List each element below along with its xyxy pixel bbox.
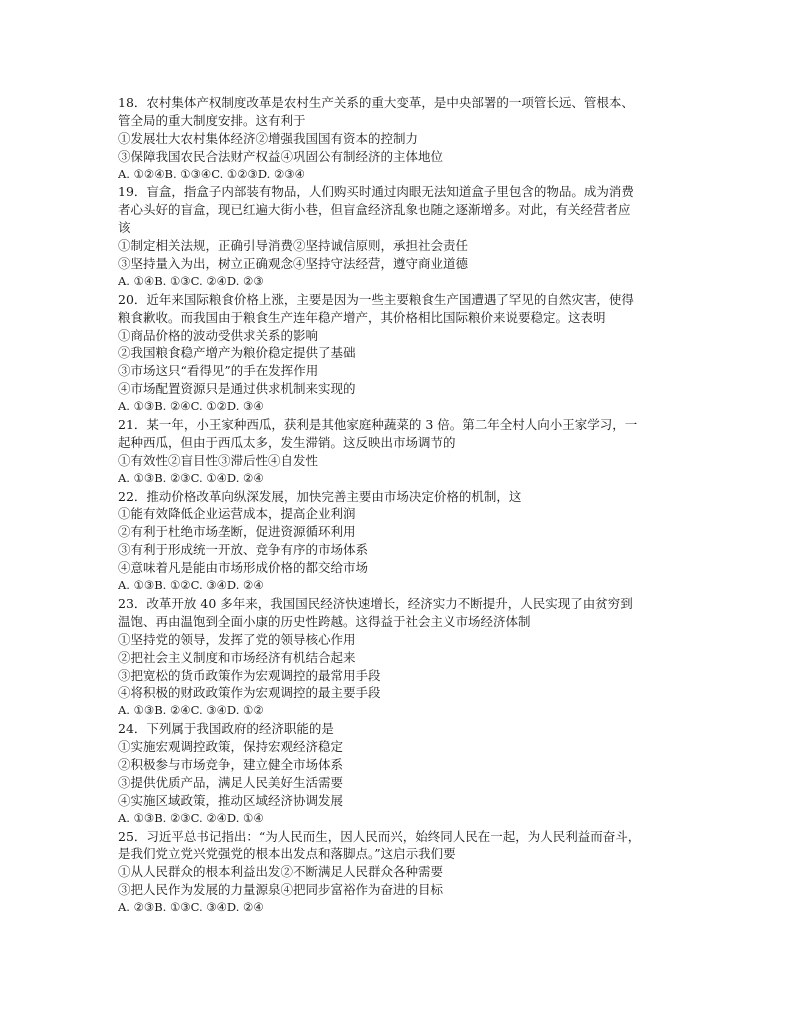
- question-stem-line: 温饱、再由温饱到全面小康的历史性跨越。这得益于社会主义市场经济体制: [118, 613, 531, 629]
- choice-line: ③把宽松的货币政策作为宏观调控的最常用手段: [118, 667, 381, 683]
- choice-line: ①能有效降低企业运营成本，提高企业利润: [118, 506, 356, 522]
- answer-options: A. ②③B. ①③C. ③④D. ②④: [118, 900, 264, 915]
- choice-line: ①商品价格的波动受供求关系的影响: [118, 327, 319, 343]
- question-stem-line: 是我们党立党兴党强党的根本出发点和落脚点。”这启示我们要: [118, 846, 456, 862]
- question-stem-line: 20．近年来国际粮食价格上涨，主要是因为一些主要粮食生产国遭遇了罕见的自然灾害，使得: [118, 291, 634, 307]
- choice-line: ③市场这只“看得见”的手在发挥作用: [118, 363, 319, 379]
- answer-options: A. ①③B. ②④C. ③④D. ①②: [118, 703, 264, 718]
- choice-line: ①坚持党的领导，发挥了党的领导核心作用: [118, 631, 356, 647]
- choice-line: ④实施区域政策，推动区域经济协调发展: [118, 792, 344, 808]
- question-stem-line: 21．某一年，小王家种西瓜，获利是其他家庭种蔬菜的 3 倍。第二年全村人向小王家学习，一: [118, 417, 638, 433]
- choice-line: ①实施宏观调控政策，保持宏观经济稳定: [118, 739, 344, 755]
- choice-line: ③提供优质产品，满足人民美好生活需要: [118, 774, 344, 790]
- answer-options: A. ①③B. ②③C. ②④D. ①④: [118, 810, 264, 825]
- question-stem-line: 粮食歉收。而我国由于粮食生产连年稳产增产，其价格相比国际粮价来说要稳定。这表明: [118, 309, 606, 325]
- choice-line: ①有效性②盲目性③滞后性④自发性: [118, 452, 319, 468]
- question-stem-line: 19．盲盒，指盒子内部装有物品，人们购买时通过肉眼无法知道盒子里包含的物品。成为消费: [118, 184, 634, 200]
- answer-options: A. ①②④B. ①③④C. ①②③D. ②③④: [118, 166, 305, 181]
- choice-line: ②有利于杜绝市场垄断，促进资源循环利用: [118, 524, 356, 540]
- choice-line: ③保障我国农民合法财产权益④巩固公有制经济的主体地位: [118, 148, 444, 164]
- answer-options: A. ①③B. ①②C. ③④D. ②④: [118, 578, 264, 593]
- answer-options: A. ①③B. ②③C. ①④D. ②④: [118, 470, 264, 485]
- question-block: [118, 416, 678, 488]
- choice-line: ③坚持量入为出，树立正确观念④坚持守法经营，遵守商业道德: [118, 256, 469, 272]
- question-block: [118, 595, 678, 720]
- question-block: [118, 488, 678, 595]
- question-stem-line: 起种西瓜，但由于西瓜太多，发生滞销。这反映出市场调节的: [118, 434, 456, 450]
- choice-line: ②把社会主义制度和市场经济有机结合起来: [118, 649, 356, 665]
- choice-line: ③把人民作为发展的力量源泉④把同步富裕作为奋进的目标: [118, 882, 444, 898]
- question-block: [118, 183, 678, 290]
- question-stem-line: 18．农村集体产权制度改革是农村生产关系的重大变革，是中央部署的一项管长远、管根本、: [118, 95, 634, 110]
- choice-line: ①制定相关法规，正确引导消费②坚持诚信原则，承担社会责任: [118, 238, 469, 254]
- choice-line: ②我国粮食稳产增产为粮价稳定提供了基础: [118, 345, 356, 361]
- question-stem-line: 该: [118, 220, 131, 236]
- choice-line: ④将积极的财政政策作为宏观调控的最主要手段: [118, 685, 381, 701]
- choice-line: ②积极参与市场竞争，建立健全市场体系: [118, 756, 344, 772]
- choice-line: ④意味着凡是能由市场形成价格的都交给市场: [118, 560, 369, 576]
- question-block: [118, 94, 678, 183]
- answer-options: A. ①④B. ①③C. ②④D. ②③: [118, 273, 264, 288]
- question-stem-line: 管全局的重大制度安排。这有利于: [118, 112, 306, 128]
- choice-line: ①从人民群众的根本利益出发②不断满足人民群众各种需要: [118, 864, 444, 880]
- question-stem-line: 22．推动价格改革向纵深发展，加快完善主要由市场决定价格的机制，这: [118, 488, 522, 504]
- question-stem-line: 23．改革开放 40 多年来，我国国民经济快速增长，经济实力不断提升，人民实现了由贫穷到: [118, 595, 633, 611]
- question-block: [118, 828, 678, 917]
- question-stem-line: 者心头好的盲盒，现已红遍大街小巷，但盲盒经济乱象也随之逐渐增多。对此，有关经营者应: [118, 202, 631, 218]
- question-stem-line: 25．习近平总书记指出：“为人民而生，因人民而兴，始终同人民在一起，为人民利益而奋斗，: [118, 828, 641, 844]
- answer-options: A. ①③B. ②④C. ①②D. ③④: [118, 399, 264, 414]
- choice-line: ①发展壮大农村集体经济②增强我国国有资本的控制力: [118, 130, 419, 146]
- exam-page: [118, 94, 678, 917]
- question-block: [118, 291, 678, 416]
- choice-line: ③有利于形成统一开放、竞争有序的市场体系: [118, 542, 369, 558]
- question-stem-line: 24．下列属于我国政府的经济职能的是: [118, 721, 334, 737]
- choice-line: ④市场配置资源只是通过供求机制来实现的: [118, 381, 356, 397]
- question-block: [118, 720, 678, 827]
